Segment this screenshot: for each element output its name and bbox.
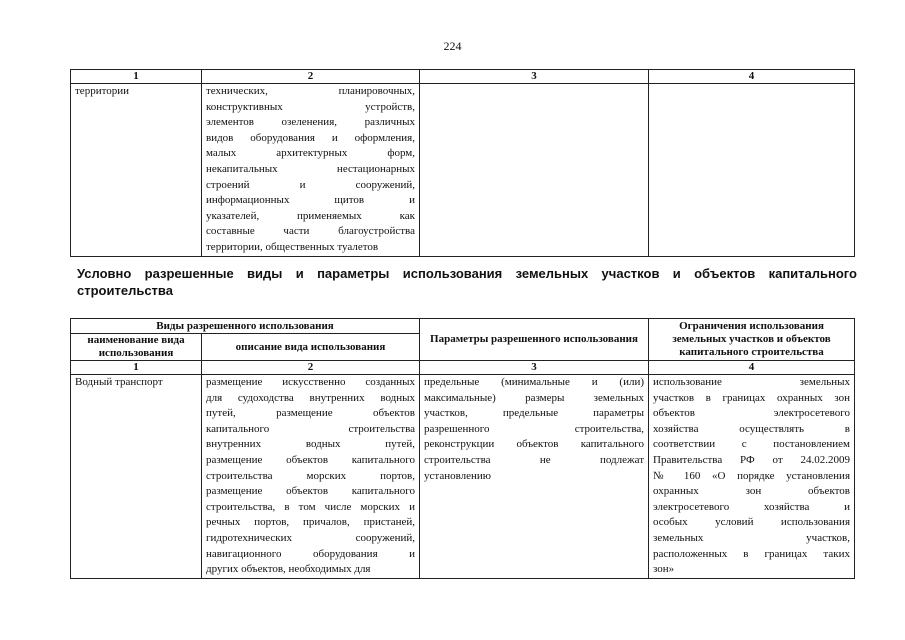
text-line: навигационного оборудования и [206,547,415,560]
text-line: путей, размещение объектов [206,407,415,420]
text-line: хозяйства осуществлять в [653,422,850,435]
text-line: малых архитектурных форм, [206,147,415,160]
table-row [71,84,855,257]
text-line: строительства морских портов, [206,469,415,482]
column-number: 2 [202,361,420,375]
text-line: максимальные) размеры земельных [424,391,644,404]
text-line: участков, предельные параметры [424,407,644,420]
column-number: 3 [420,361,649,375]
text-line: № 160 «О порядке установления [653,469,850,482]
continuation-table [70,69,855,257]
text-line: размещение объектов капитального [206,485,415,498]
column-number: 1 [71,361,202,375]
page-number: 224 [443,39,462,53]
text-line: строительства не подлежат [424,453,644,466]
use-description-cell [202,375,420,579]
text-line: расположенных в границах таких [653,547,850,560]
column-number: 4 [649,361,855,375]
text-line: речных портов, причалов, пристаней, [206,516,415,529]
section-title [77,265,857,299]
text-line: земельных участков, [653,531,850,544]
params-cell [420,375,649,579]
text-line: размещение объектов капитального [206,453,415,466]
text-line: видов оборудования и оформления, [206,131,415,144]
text-line: использование земельных [653,376,850,388]
text-line: гидротехнических сооружений, [206,531,415,544]
text-line: территории, общественных туалетов [206,240,379,253]
text-line: конструктивных устройств, [206,100,415,113]
column-number: 4 [649,70,855,84]
text-line: предельные (минимальные и (или) [424,376,644,388]
use-name-cell: Водный транспорт [71,375,202,579]
text-line: охранных зон объектов [653,485,850,498]
table-row [71,375,855,579]
text-line: реконструкции объектов капитального [424,438,644,451]
text-line: элементов озеленения, различных [206,116,415,129]
text-line: строительства [77,283,173,298]
text-line: капитального строительства [206,422,415,435]
use-name-cell: территории [71,84,202,257]
header-row [71,319,855,334]
column-number: 2 [202,70,420,84]
text-line: объектов электросетевого [653,407,850,420]
text-line: внутренних водных путей, [206,438,415,451]
restrictions-cell [649,84,855,257]
text-line: других объектов, необходимых для [206,563,371,576]
text-line: составные части благоустройства [206,225,415,238]
text-line: участков в границах охранных зон [653,391,850,404]
text-line: Правительства РФ от 24.02.2009 [653,453,850,466]
conditional-uses-table [70,318,855,579]
text-line: указателей, применяемых как [206,209,415,222]
header-params: Параметры разрешенного использования [420,319,649,361]
header-name: наименование вида использования [71,334,202,361]
text-line: размещение искусственно созданных [206,376,415,388]
header-group: Виды разрешенного использования [71,319,420,334]
text-line: соответствии с постановлением [653,438,850,451]
text-line: технических, планировочных, [206,85,415,97]
column-number-row [71,361,855,375]
params-cell [420,84,649,257]
column-number: 3 [420,70,649,84]
restrictions-cell [649,375,855,579]
text-line: строений и сооружений, [206,178,415,191]
header-restrictions: Ограничения использования земельных участков и объектов капитального строительства [649,319,855,361]
text-line: зон» [653,563,675,576]
use-description-cell [202,84,420,257]
column-number: 1 [71,70,202,84]
header-description: описание вида использования [202,334,420,361]
text-line: особых условий использования [653,516,850,529]
text-line: строительства, в том числе морских и [206,500,415,513]
text-line: Условно разрешенные виды и параметры использования земельных участков и объектов капитального [77,266,857,281]
text-line: разрешенного строительства, [424,422,644,435]
text-line: некапитальных нестационарных [206,162,415,175]
column-number-row [71,70,855,84]
text-line: установлению [424,469,492,482]
text-line: информационных щитов и [206,194,415,207]
text-line: для судоходства внутренних водных [206,391,415,404]
text-line: электросетевого хозяйства и [653,500,850,513]
